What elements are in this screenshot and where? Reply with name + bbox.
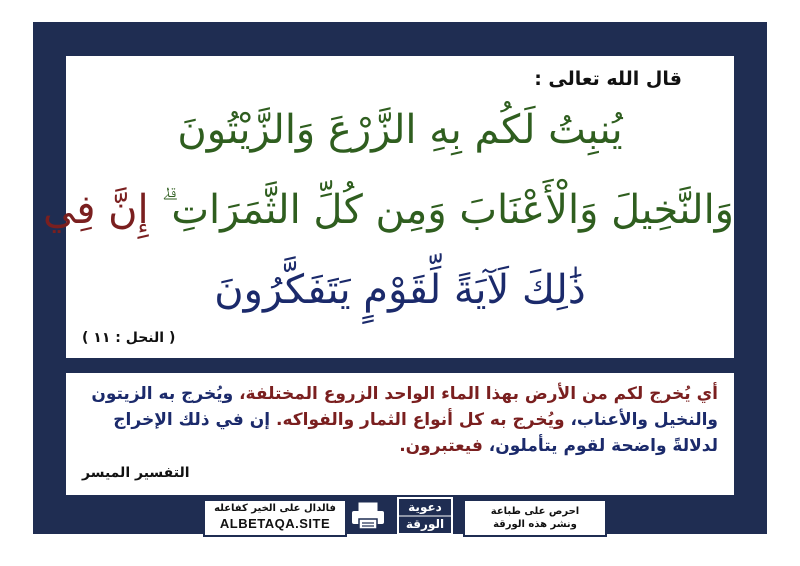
print-box (463, 499, 607, 537)
verse-panel (42, 56, 734, 358)
tafsir-panel (66, 373, 734, 495)
tafsir-source: التفسير الميسر (82, 465, 190, 481)
verse-line-2-part-2: إِنَّ فِي (42, 187, 149, 233)
tafsir-part-3: ويُخرج به كل أنواع الثمار والفواكه. (275, 410, 565, 430)
printer-icon (350, 501, 386, 531)
verse-line-1: يُنبِتُ لَكُم بِهِ الزَّرْعَ وَالزَّيْتُونَ (177, 107, 623, 153)
tafsir-part-1: أي يُخرج لكم من الأرض بهذا الماء الواحد الزروع المختلفة، (239, 384, 718, 404)
intro-text: قال الله تعالى : (534, 68, 682, 90)
site-arabic-text: فالدال على الخير كفاعله (214, 503, 336, 514)
tafsir-part-2: ويُخرج به الزيتون والنخيل والأعناب، (91, 384, 718, 430)
verse-line-2 (42, 186, 734, 234)
logo (397, 497, 453, 535)
logo-line-2: الورقة (405, 517, 445, 531)
print-line-1: احرص على طباعة (490, 506, 580, 517)
site-url: ALBETAQA.SITE (219, 516, 331, 531)
tafsir-text (78, 381, 718, 459)
print-message (465, 505, 605, 531)
tafsir-part-5: فيعتبرون. (399, 436, 483, 456)
tafsir-part-4: إن في ذلك الإخراج لدلالةً واضحة لقوم يتأملون، (113, 410, 718, 456)
site-box (203, 499, 347, 537)
verse-reference: ( النحل : ١١ ) (82, 330, 176, 346)
print-line-2: ونشر هذه الورقة (493, 519, 577, 530)
verse-line-3: ذَٰلِكَ لَآيَةً لِّقَوْمٍ يَتَفَكَّرُونَ (214, 267, 586, 313)
verse-line-2-part-1: وَالنَّخِيلَ وَالْأَعْنَابَ وَمِن كُلِّ الثَّمَرَاتِ ۗ (161, 187, 734, 233)
logo-line-1: دعوية (408, 500, 442, 514)
